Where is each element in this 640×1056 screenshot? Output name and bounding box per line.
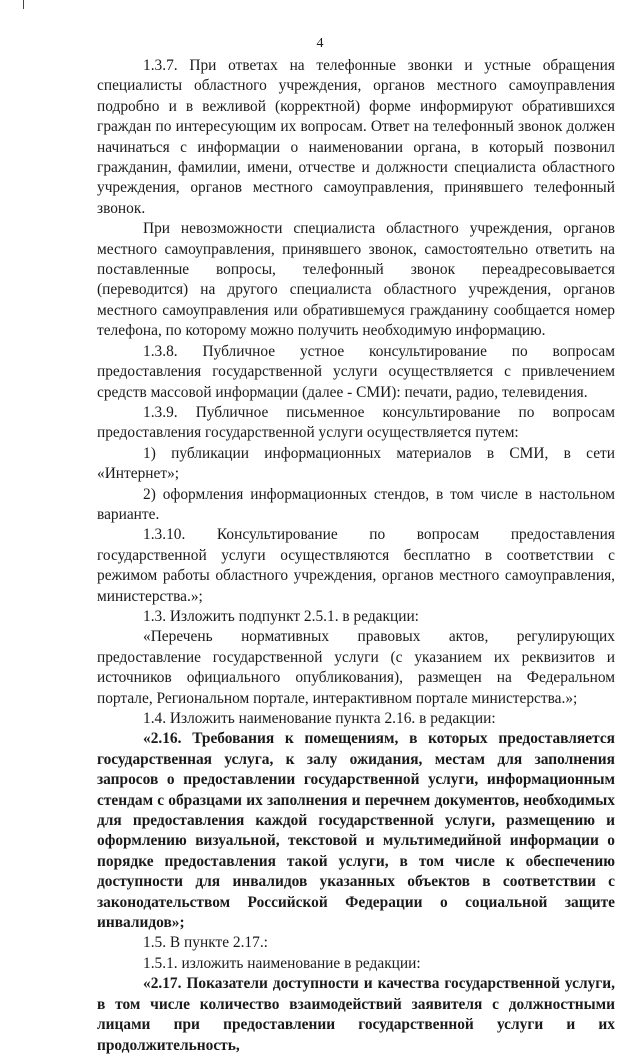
quote-section-2-17: «2.17. Показатели доступности и качества государственной услуги, в том числе количество взаимодействий заявителя с должностными лицами при предоставлении государственной услуги и их продолжительность, (97, 975, 615, 1054)
paragraph-1-5-1: 1.5.1. изложить наименование в редакции: (143, 954, 421, 972)
paragraph-1-3: 1.3. Изложить подпункт 2.5.1. в редакции: (143, 607, 419, 625)
page-number: 4 (316, 36, 324, 51)
paragraph-1-3-8: 1.3.8. Публичное устное консультирование по вопросам предоставления государственной услуги осуществляется с привлечением средств массовой информации (далее - СМИ): печати, радио, телевидения. (97, 342, 615, 401)
quote-regulatory-acts: «Перечень нормативных правовых актов, регулирующих предоставление государственной услуги (с указанием их реквизитов и источников официального опубликования), размещен на Федеральном портале, Региональном портале, интерактивном портале министерства.»; (97, 628, 615, 707)
margin-tick-mark (23, 0, 24, 9)
paragraph-1-3-10: 1.3.10. Консультирование по вопросам предоставления государственной услуги осуществляются бесплатно в соответствии с режимом работы областного учреждения, органов местного самоуправления, министерства.»; (97, 526, 615, 605)
list-item-1: 1) публикации информационных материалов в СМИ, в сети «Интернет»; (97, 444, 615, 483)
paragraph-1-3-7: 1.3.7. При ответах на телефонные звонки и устные обращения специалисты областного учреждения, органов местного самоуправления подробно и в вежливой (корректной) форме информируют обратившихся граждан по интересующим их вопросам. Ответ на телефонный звонок должен начинаться с информации о наименовании органа, в который позвонил гражданин, фамилии, имени, отчестве и должности специалиста областного учреждения, органов местного самоуправления, принявшего телефонный звонок. (97, 57, 615, 217)
list-item-2: 2) оформления информационных стендов, в том числе в настольном варианте. (97, 485, 615, 523)
paragraph-1-4: 1.4. Изложить наименование пункта 2.16. в редакции: (143, 710, 496, 727)
document-body (97, 56, 615, 1056)
paragraph-1-3-9: 1.3.9. Публичное письменное консультирование по вопросам предоставления государственной услуги осуществляется путем: (97, 403, 615, 442)
paragraph-call-redirect: При невозможности специалиста областного учреждения, органов местного самоуправления, принявшего звонок, самостоятельно ответить на поставленные вопросы, телефонный звонок переадресовывается (переводится) на другого специалиста областного учреждения, органов местного самоуправления или обратившемуся гражданину сообщается номер телефона, по которому можно получить необходимую информацию. (97, 220, 615, 340)
quote-section-2-16: «2.16. Требования к помещениям, в которых предоставляется государственная услуга, к залу ожидания, местам для заполнения запросов о предоставлении государственной услуги, информационным стендам с образцами их заполнения и перечнем документов, необходимых для предоставления каждой государственной услуги, размещению и оформлению визуальной, текстовой и мультимедийной информации о порядке предоставления такой услуги, в том числе к обеспечению доступности для инвалидов указанных объектов в соответствии с законодательством Российской Федерации о социальной защите инвалидов»; (97, 730, 615, 932)
paragraph-1-5: 1.5. В пункте 2.17.: (143, 934, 268, 952)
